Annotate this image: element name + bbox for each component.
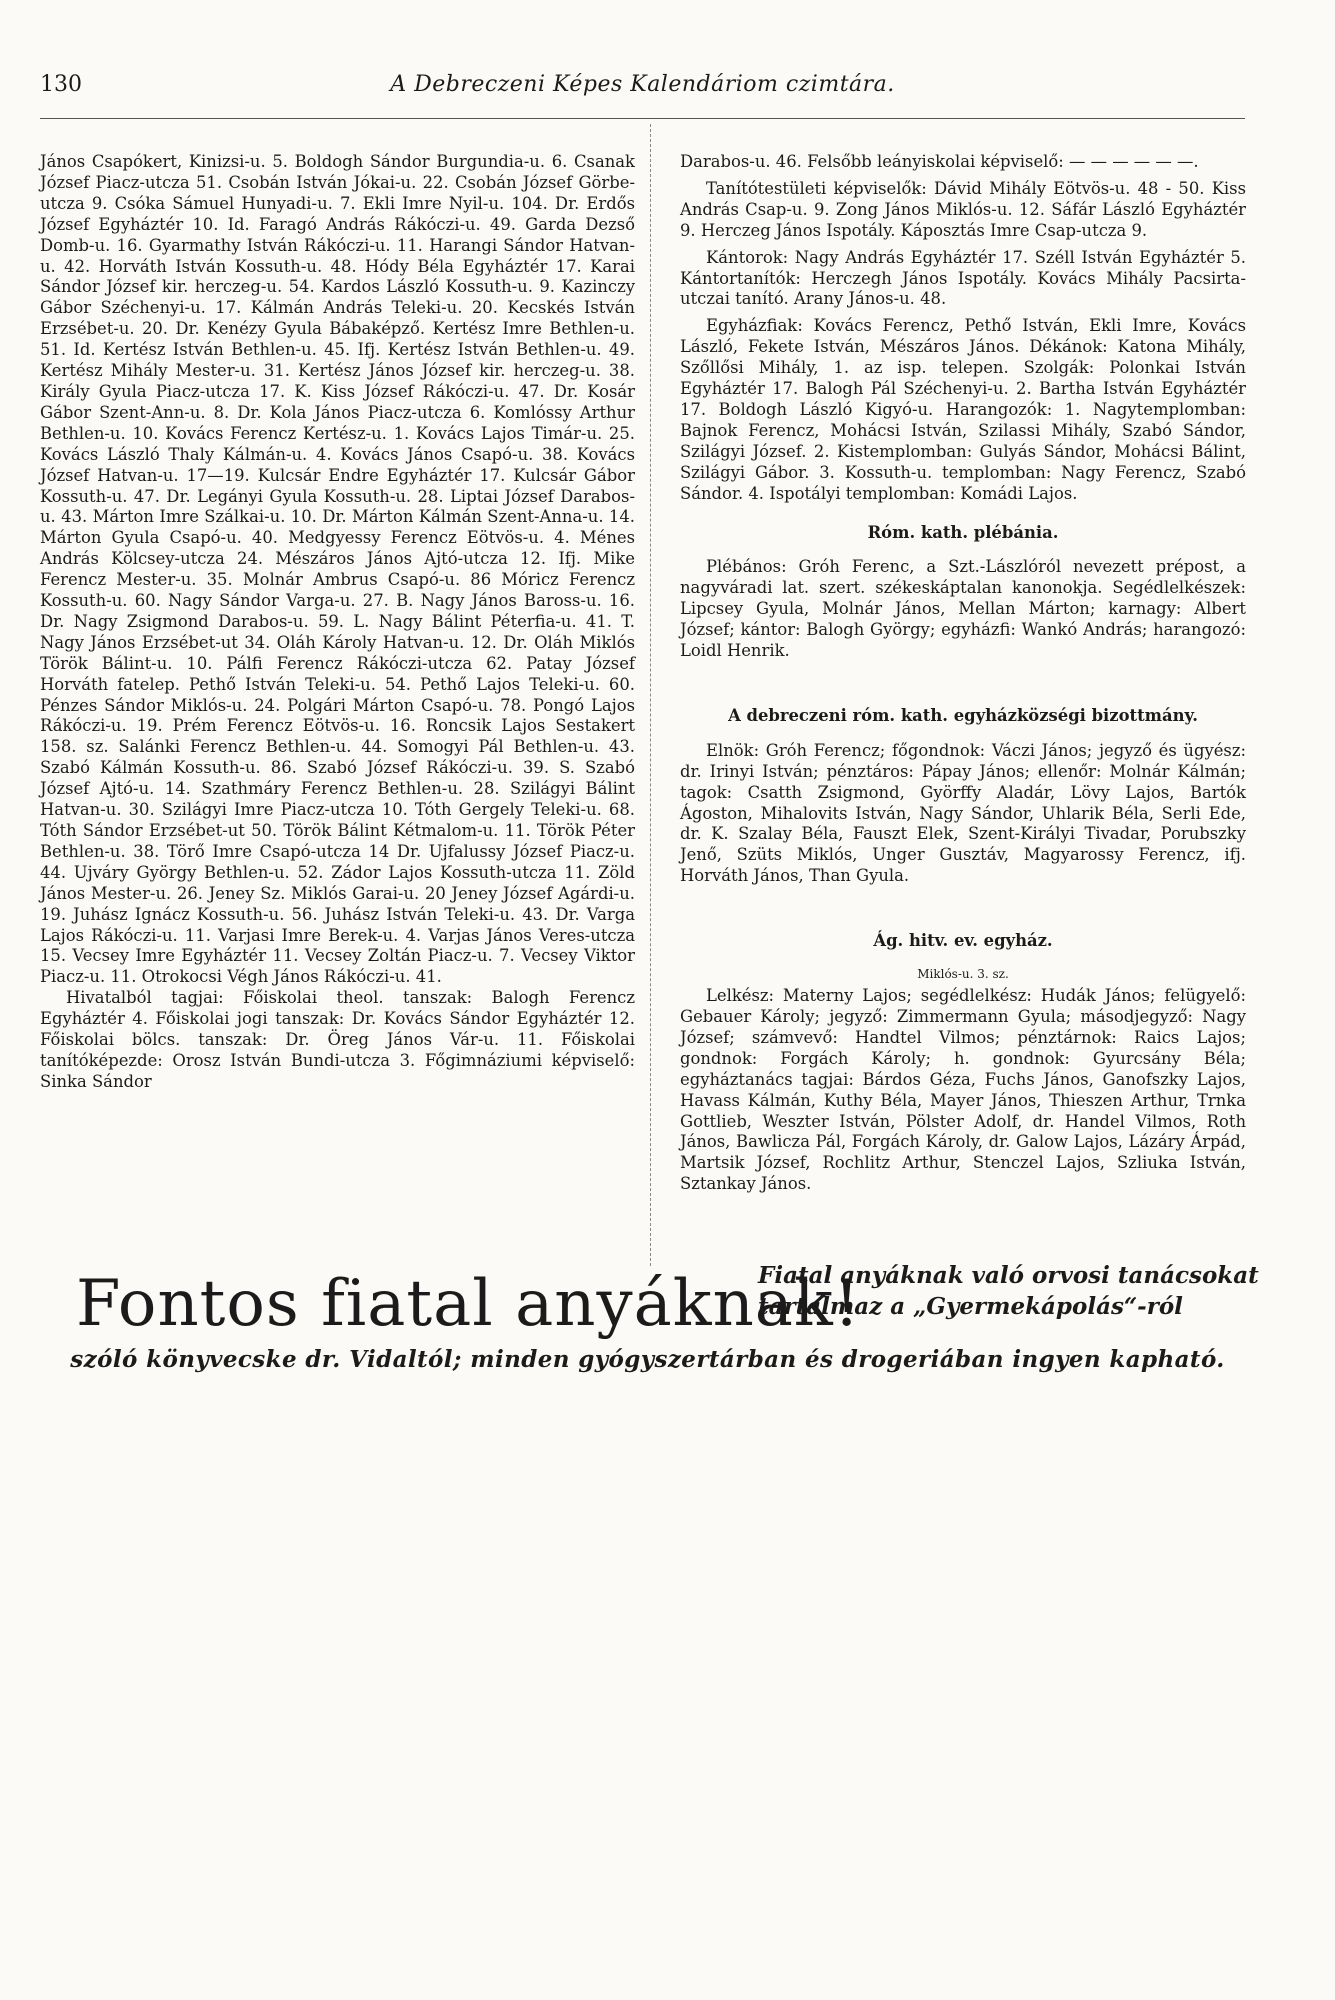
teacher-representatives-paragraph: Tanítótestületi képviselők: Dávid Mihály Eötvös-u. 48 - 50. Kiss András Csap-u. 9. Zong János Miklós-u. 12. Sáfár László Egyháztér 9. Herczeg János Ispotály. Káposztás Imre Csap-utcza 9. bbox=[680, 178, 1246, 240]
cantors-paragraph: Kántorok: Nagy András Egyháztér 17. Széll István Egyháztér 5. Kántortanítók: Herczegh János Ispotály. Kovács Mihály Pacsirta-utczai tanító. Arany János-u. 48. bbox=[680, 247, 1246, 309]
church-officials-paragraph: Egyházfiak: Kovács Ferencz, Pethő István, Ekli Imre, Kovács László, Fekete István, Mészáros János. Dékánok: Katona Mihály, Szőllősi Mihály, 1. az isp. telepen. Szolgák: Polonkai István Egyháztér 17. Balogh Pál Széchenyi-u. 2. Bartha István Egyháztér 17. Boldogh László Kigyó-u. Harangozók: 1. Nagytemplomban: Bajnok Ferencz, Mohácsi István, Szilassi Mihály, Szabó Sándor, Szilágyi József. 2. Kistemplomban: Gulyás Sándor, Mohácsi Bálint, Szilágyi Gábor. 3. Kossuth-u. templomban: Nagy Ferencz, Szabó Sándor. 4. Ispotályi templomban: Komádi Lajos. bbox=[680, 316, 1246, 503]
member-list-paragraph: János Csapókert, Kinizsi-u. 5. Boldogh Sándor Burgundia-u. 6. Csanak József Piacz-utcza 51. Csobán István Jókai-u. 22. Csobán József Görbe-utcza 9. Csóka Sámuel Hunyadi-u. 7. Ekli Imre Nyil-u. 104. Dr. Erdős József Egyháztér 10. Id. Faragó András Rákóczi-u. 49. Garda Dezső Domb-u. 16. Gyarmathy István Rákóczi-u. 11. Harangi Sándor Hatvan-u. 42. Horváth István Kossuth-u. 48. Hódy Béla Egyháztér 17. Karai Sándor József kir. herczeg-u. 54. Kardos László Kossuth-u. 9. Kazinczy Gábor Széchenyi-u. 17. Kálmán András Teleki-u. 20. Kecskés István Erzsébet-u. 20. Dr. Kenézy Gyula Bábaképző. Kertész Imre Bethlen-u. 51. Id. Kertész István Bethlen-u. 45. Ifj. Kertész István Bethlen-u. 49. Kertész Mihály Mester-u. 31. Kertész János József kir. herczeg-u. 38. Király Gyula Piacz-utcza 17. K. Kiss József Rákóczi-u. 47. Dr. Kosár Gábor Szent-Ann-u. 8. Dr. Kola János Piacz-utcza 6. Komlóssy Arthur Bethlen-u. 10. Kovács Ferencz Kertész-u. 1. Kovács Lajos Timár-u. 25. Kovács László Thaly Kálmán-u. 4. Kovács János Csapó-u. 38. Kovács József Hatvan-u. 17—19. Kulcsár Endre Egyháztér 17. Kulcsár Gábor Kossuth-u. 47. Dr. Legányi Gyula Kossuth-u. 28. Liptai József Darabos-u. 43. Márton Imre Szálkai-u. 10. Dr. Márton Kálmán Szent-Anna-u. 14. Márton Gyula Csapó-u. 40. Medgyessy Ferencz Eötvös-u. 4. Ménes András Kölcsey-utcza 24. Mészáros János Ajtó-utcza 12. Ifj. Mike Ferencz Mester-u. 35. Molnár Ambrus Csapó-u. 86 Móricz Ferencz Kossuth-u. 60. Nagy Sándor Varga-u. 27. B. Nagy János Baross-u. 16. Dr. Nagy Zsigmond Darabos-u. 59. L. Nagy Bálint Péterfia-u. 41. T. Nagy János Erzsébet-ut 34. Oláh Károly Hatvan-u. 12. Dr. Oláh Miklós Török Bálint-u. 10. Pálfi Ferencz Rákóczi-utcza 62. Patay József Horváth fatelep. Pethő István Teleki-u. 54. Pethő Lajos Teleki-u. 60. Pénzes Sándor Miklós-u. 24. Polgári Márton Csapó-u. 78. Pongó Lajos Rákóczi-u. 19. Prém Ferencz Eötvös-u. 16. Roncsik Lajos Sestakert 158. sz. Salánki Ferencz Bethlen-u. 44. Somogyi Pál Bethlen-u. 43. Szabó Kálmán Kossuth-u. 86. Szabó József Rákóczi-u. 39. S. Szabó József Ajtó-u. 14. Szathmáry Ferencz Bethlen-u. 28. Szilágyi Bálint Hatvan-u. 30. Szilágyi Imre Piacz-utcza 10. Tóth Gergely Teleki-u. 68. Tóth Sándor Erzsébet-ut 50. Török Bálint Kétmalom-u. 11. Török Péter Bethlen-u. 38. Törő Imre Csapó-utcza 14 Dr. Ujfalussy József Piacz-u. 44. Ujváry György Bethlen-u. 52. Zádor Lajos Kossuth-utcza 11. Zöld János Mester-u. 26. Jeney Sz. Miklós Garai-u. 20 Jeney József Agárdi-u. 19. Juhász Ignácz Kossuth-u. 56. Juhász István Teleki-u. 43. Dr. Varga Lajos Rákóczi-u. 11. Varjasi Imre Berek-u. 4. Varjas János Veres-utcza 15. Vecsey Imre Egyháztér 11. Vecsey Zoltán Piacz-u. 7. Vecsey Viktor Piacz-u. 11. Otrokocsi Végh János Rákóczi-u. 41. bbox=[40, 152, 635, 987]
header-rule bbox=[40, 118, 1245, 119]
left-column bbox=[40, 152, 635, 1093]
ad-side-text: Fiatal anyáknak való orvosi tanácsokat tartalmaz a „Gyermekápolás“-ról bbox=[758, 1262, 1259, 1320]
lutheran-church-address: Miklós-u. 3. sz. bbox=[917, 967, 1009, 982]
section-title-catholic-committee: A debreczeni róm. kath. egyházközségi bizottmány. bbox=[728, 705, 1198, 725]
ex-officio-members-paragraph: Hivatalból tagjai: Főiskolai theol. tanszak: Balogh Ferencz Egyháztér 4. Főiskolai jogi tanszak: Dr. Kovács Sándor Egyháztér 12. Főiskolai bölcs. tanszak: Dr. Öreg János Vár-u. 11. Főiskolai tanítóképezde: Orosz István Bundi-utcza 3. Főgimnáziumi képviselő: Sinka Sándor bbox=[40, 988, 635, 1091]
ad-bottom-line: szóló könyvecske dr. Vidaltól; minden gyógyszertárban és drogeriában ingyen kapható. bbox=[70, 1346, 1225, 1373]
advertisement bbox=[40, 1258, 1259, 1388]
section-title-lutheran-church: Ág. hitv. ev. egyház. bbox=[873, 931, 1053, 951]
right-column bbox=[680, 152, 1246, 1195]
page-number: 130 bbox=[40, 72, 82, 97]
page-header bbox=[40, 72, 1245, 108]
column-divider bbox=[650, 124, 651, 1266]
continuation-paragraph: Darabos-u. 46. Felsőbb leányiskolai képviselő: — — — — — —. bbox=[680, 152, 1199, 171]
ad-headline: Fontos fiatal anyáknak! bbox=[76, 1267, 861, 1341]
lutheran-church-paragraph: Lelkész: Materny Lajos; segédlelkész: Hudák János; felügyelő: Gebauer Károly; jegyző: Zimmermann Gyula; másodjegyző: Nagy József; számvevő: Handtel Vilmos; pénztárnok: Raics Lajos; gondnok: Forgách Károly; h. gondnok: Gyurcsány Béla; egyháztanács tagjai: Bárdos Géza, Fuchs János, Ganofszky Lajos, Havass Kálmán, Kuthy Béla, Mayer János, Thieszen Arthur, Trnka Gottlieb, Weszter István, Pölster Adolf, dr. Handel Vilmos, Roth János, Bawlicza Pál, Forgách Károly, dr. Galow Lajos, Lázáry Árpád, Martsik József, Rochlitz Arthur, Stenczel Lajos, Szliuka István, Sztankay János. bbox=[680, 986, 1246, 1194]
catholic-parish-paragraph: Plébános: Gróh Ferenc, a Szt.-Lászlóról nevezett prépost, a nagyváradi lat. szert. székeskáptalan kanonokja. Segédlelkészek: Lipcsey Gyula, Molnár János, Mellan Márton; karnagy: Albert József; kántor: Balogh György; egyházfi: Wankó András; harangozó: Loidl Henrik. bbox=[680, 557, 1246, 661]
running-title: A Debreczeni Képes Kalendáriom czimtára. bbox=[390, 72, 895, 97]
catholic-committee-paragraph: Elnök: Gróh Ferencz; főgondnok: Váczi János; jegyző és ügyész: dr. Irinyi István; pénztáros: Pápay János; ellenőr: Molnár Kálmán; tagok: Csatth Zsigmond, Györffy Aladár, Lövy Lajos, Bartók Ágoston, Mihalovits István, Nagy Sándor, Uhlarik Béla, Serli Ede, dr. K. Szalay Béla, Fauszt Elek, Szent-Királyi Tivadar, Porubszky Jenő, Szüts Miklós, Unger Gusztáv, Magyarossy Ferencz, ifj. Horváth János, Than Gyula. bbox=[680, 740, 1246, 886]
section-title-catholic-parish: Róm. kath. plébánia. bbox=[867, 522, 1059, 542]
